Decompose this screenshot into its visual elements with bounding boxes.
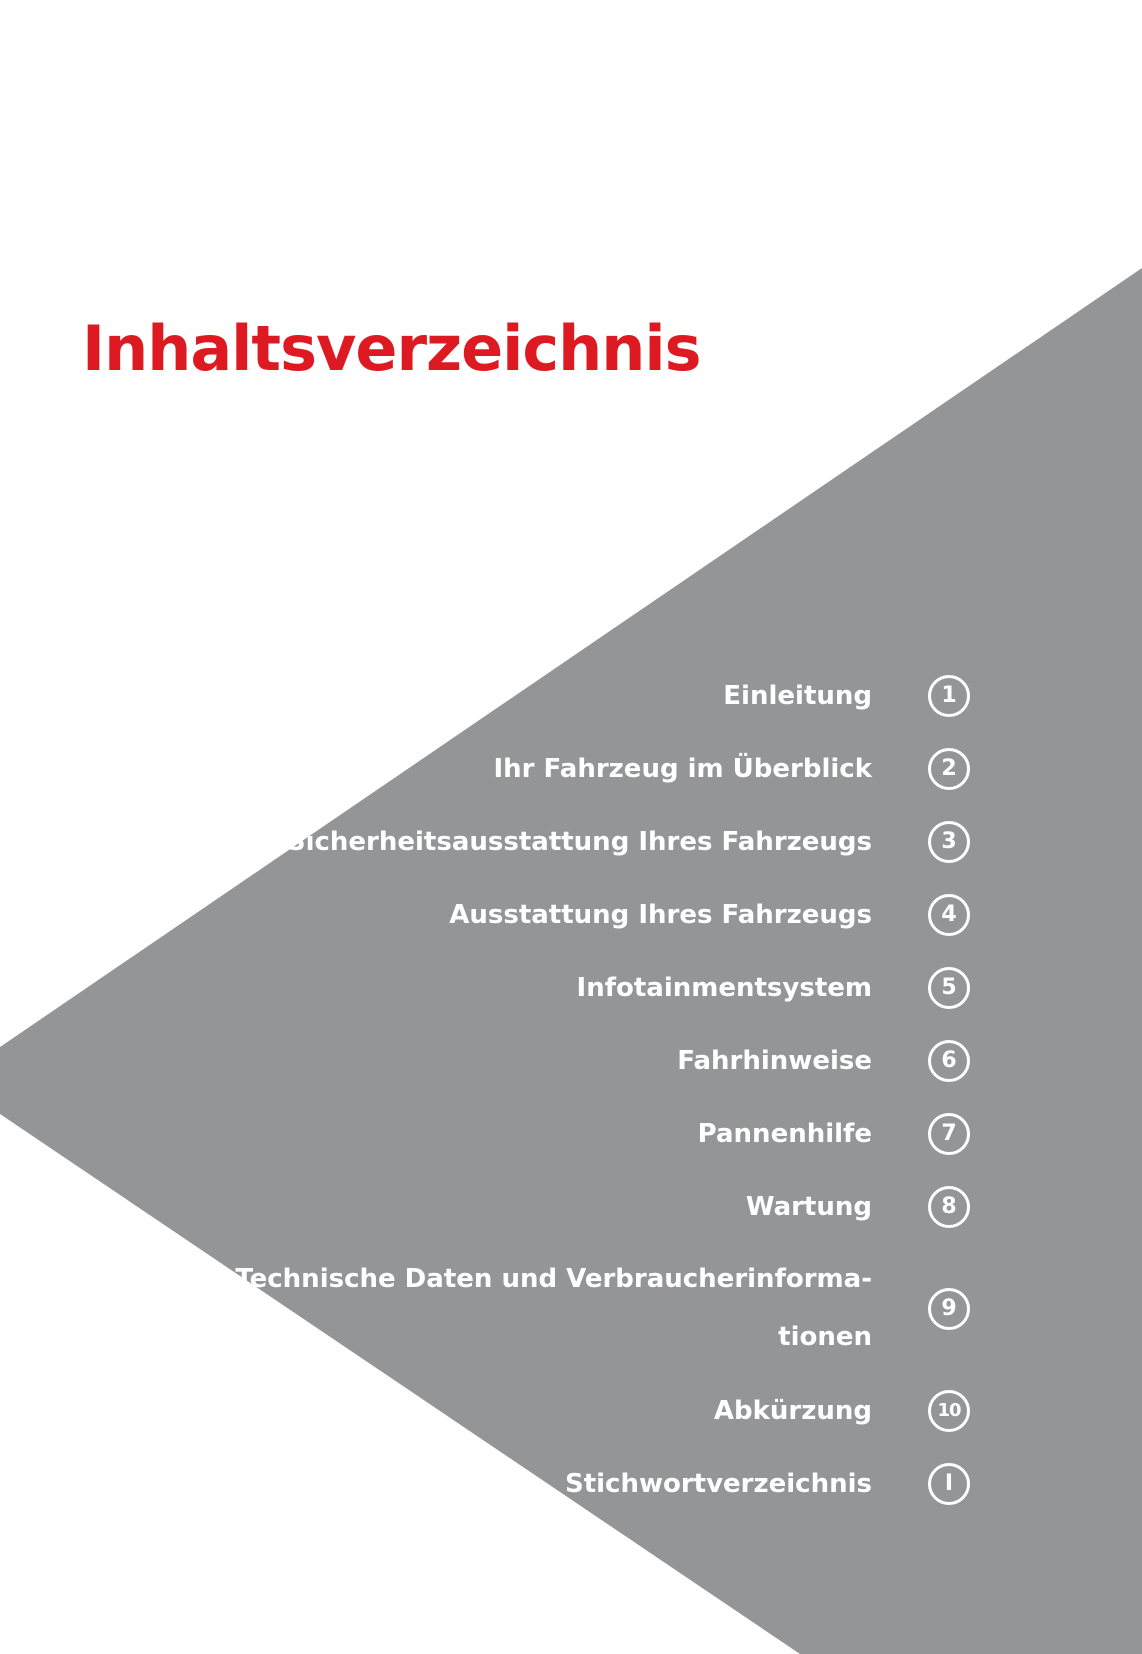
chapter-number-badge[interactable]: 3 [928, 821, 970, 863]
toc-item-abkuerzung[interactable] [152, 1391, 872, 1431]
chapter-number-badge[interactable]: 5 [928, 967, 970, 1009]
toc-item-label: Abkürzung [713, 1396, 872, 1426]
chapter-number-badge[interactable]: 7 [928, 1113, 970, 1155]
toc-item-infotainmentsystem[interactable] [152, 968, 872, 1008]
toc-item-label: Ihr Fahrzeug im Überblick [493, 754, 872, 784]
chapter-number-badge[interactable]: 10 [928, 1390, 970, 1432]
toc-item-label: Pannenhilfe [697, 1119, 872, 1149]
toc-item-label: Wartung [745, 1192, 872, 1222]
page-title: Inhaltsverzeichnis [82, 312, 701, 385]
toc-item-pannenhilfe[interactable] [152, 1114, 872, 1154]
toc-item-technische-daten[interactable] [152, 1250, 872, 1366]
toc-item-label: Einleitung [723, 681, 872, 711]
toc-item-label: Fahrhinweise [677, 1046, 872, 1076]
toc-item-label: Stichwortverzeichnis [564, 1469, 872, 1499]
chapter-number-badge[interactable]: 2 [928, 748, 970, 790]
chapter-number-badge[interactable]: 6 [928, 1040, 970, 1082]
toc-item-fahrzeug-ueberblick[interactable] [152, 749, 872, 789]
toc-item-sicherheitsausstattung[interactable] [152, 822, 872, 862]
toc-item-fahrhinweise[interactable] [152, 1041, 872, 1081]
toc-item-einleitung[interactable] [152, 676, 872, 716]
toc-item-label: Infotainmentsystem [576, 973, 872, 1003]
toc-item-ausstattung[interactable] [152, 895, 872, 935]
chapter-number-badge[interactable]: 9 [928, 1288, 970, 1330]
index-badge[interactable]: I [928, 1463, 970, 1505]
chapter-number-badge[interactable]: 1 [928, 675, 970, 717]
chapter-number-badge[interactable]: 4 [928, 894, 970, 936]
toc-item-label: Ausstattung Ihres Fahrzeugs [449, 900, 872, 930]
chapter-number-badge[interactable]: 8 [928, 1186, 970, 1228]
toc-item-wartung[interactable] [152, 1187, 872, 1227]
toc-item-label-continuation: tionen [778, 1322, 872, 1352]
toc-item-label: Sicherheitsausstattung Ihres Fahrzeugs [286, 827, 872, 857]
toc-item-stichwortverzeichnis[interactable] [152, 1464, 872, 1504]
toc-item-label: Technische Daten und Verbraucherinforma- [235, 1264, 872, 1294]
